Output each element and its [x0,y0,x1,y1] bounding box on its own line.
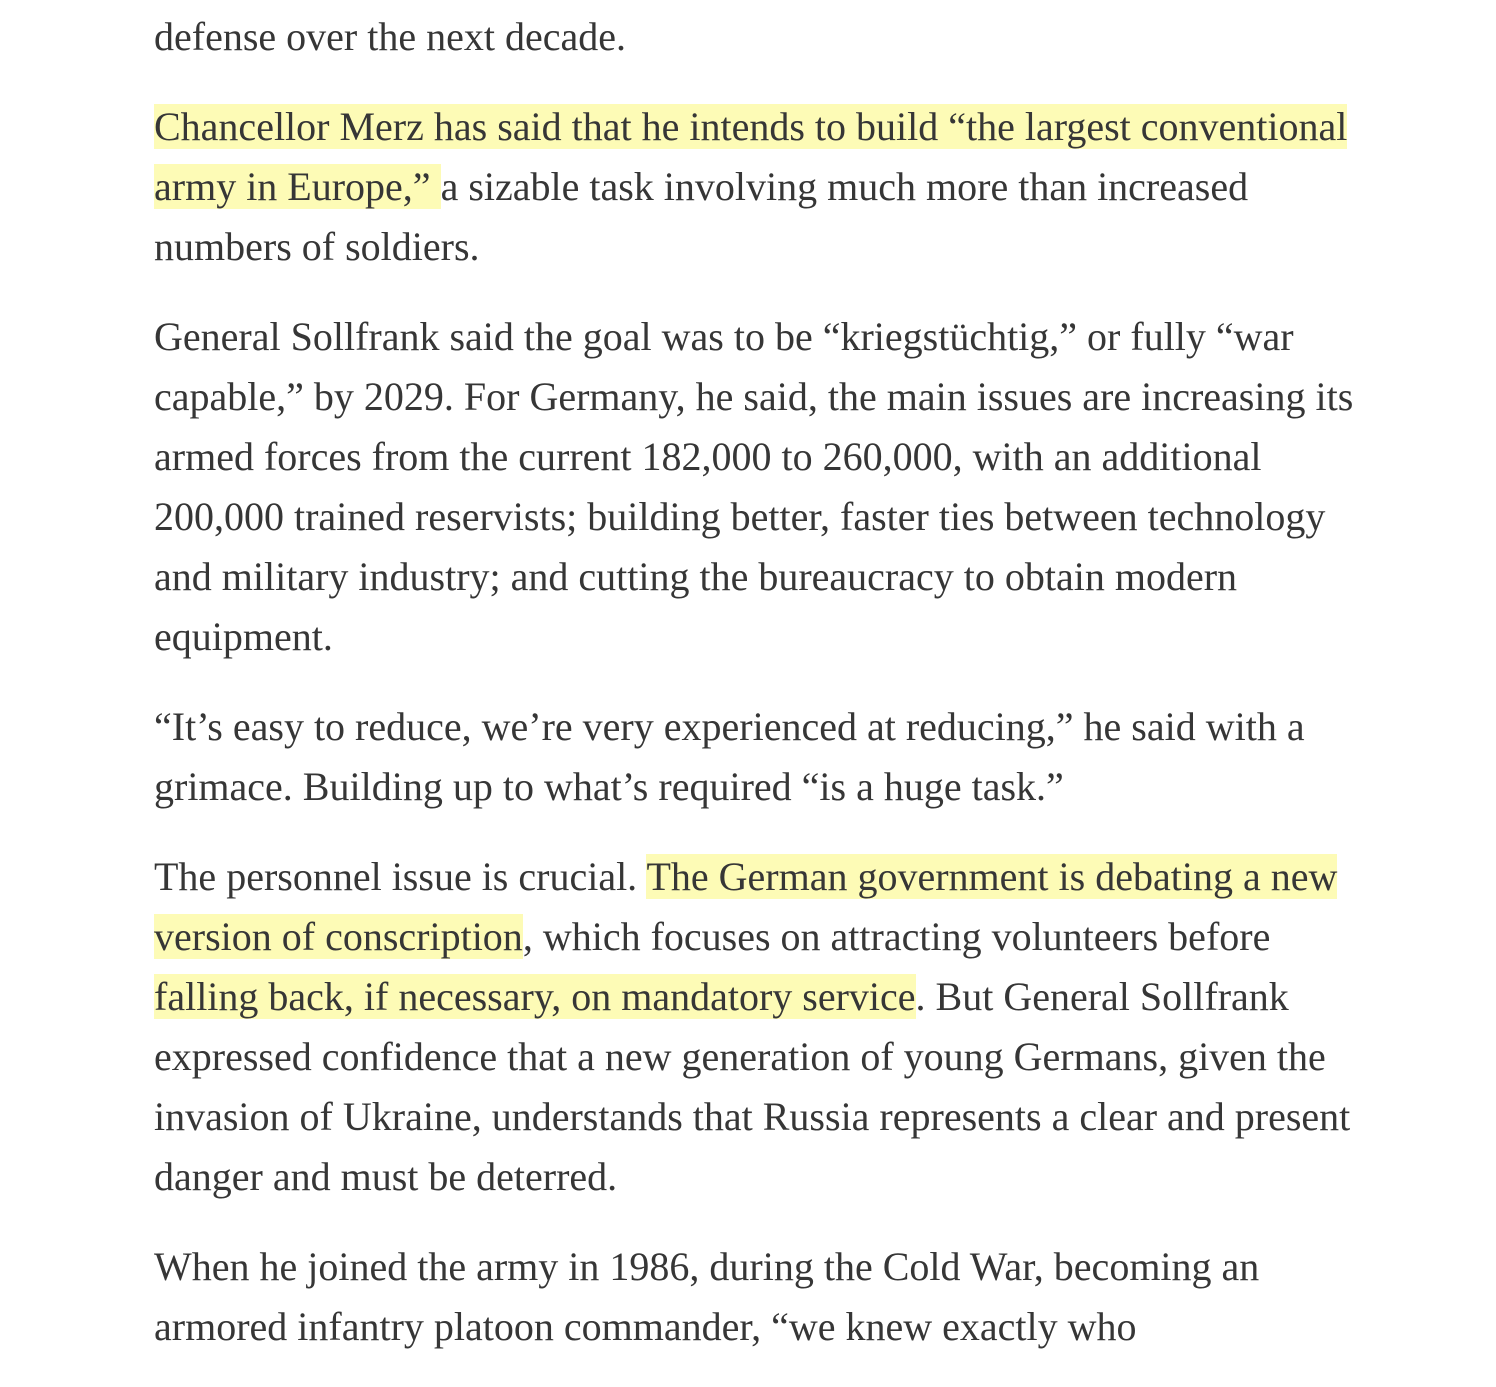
highlight-merz-quote[interactable]: Chancellor Merz has said that he intends to build “the largest conventional army in Europe,” [154,104,1348,209]
paragraph-text: , which focuses on attracting volunteers before [522,914,1271,959]
article-body [154,7,1364,1387]
paragraph-2 [154,307,1364,667]
highlight-conscription[interactable]: The German government is debating a new version of conscription [154,854,1338,959]
paragraph-text: When he joined the army in 1986, during the Cold War, becoming an armored infantry platoon commander, “we knew exactly who [154,1244,1260,1349]
paragraph-text: a sizable task involving much more than increased numbers of soldiers. [154,164,1249,269]
paragraph-0 [154,7,1364,67]
paragraph-1 [154,97,1364,277]
paragraph-text: . But General Sollfrank expressed confidence that a new generation of young Germans, given the invasion of Ukraine, understands that Russia represents a clear and present danger and must be deterred. [154,974,1351,1199]
paragraph-text: The personnel issue is crucial. [154,854,647,899]
paragraph-3 [154,697,1364,817]
paragraph-text: “It’s easy to reduce, we’re very experienced at reducing,” he said with a grimace. Building up to what’s required “is a huge task.” [154,704,1305,809]
paragraph-text: General Sollfrank said the goal was to be “kriegstüchtig,” or fully “war capable,” by 2029. For Germany, he said, the main issues are increasing its armed forces from the current 182,000 to 260,000, with an additional 200,000 trained reservists; building better, faster ties between technology and military industry; and cutting the bureaucracy to obtain modern equipment. [154,314,1354,659]
highlight-mandatory-service[interactable]: falling back, if necessary, on mandatory service [154,974,916,1019]
paragraph-5 [154,1237,1364,1357]
paragraph-text: defense over the next decade. [154,14,626,59]
paragraph-4 [154,847,1364,1207]
